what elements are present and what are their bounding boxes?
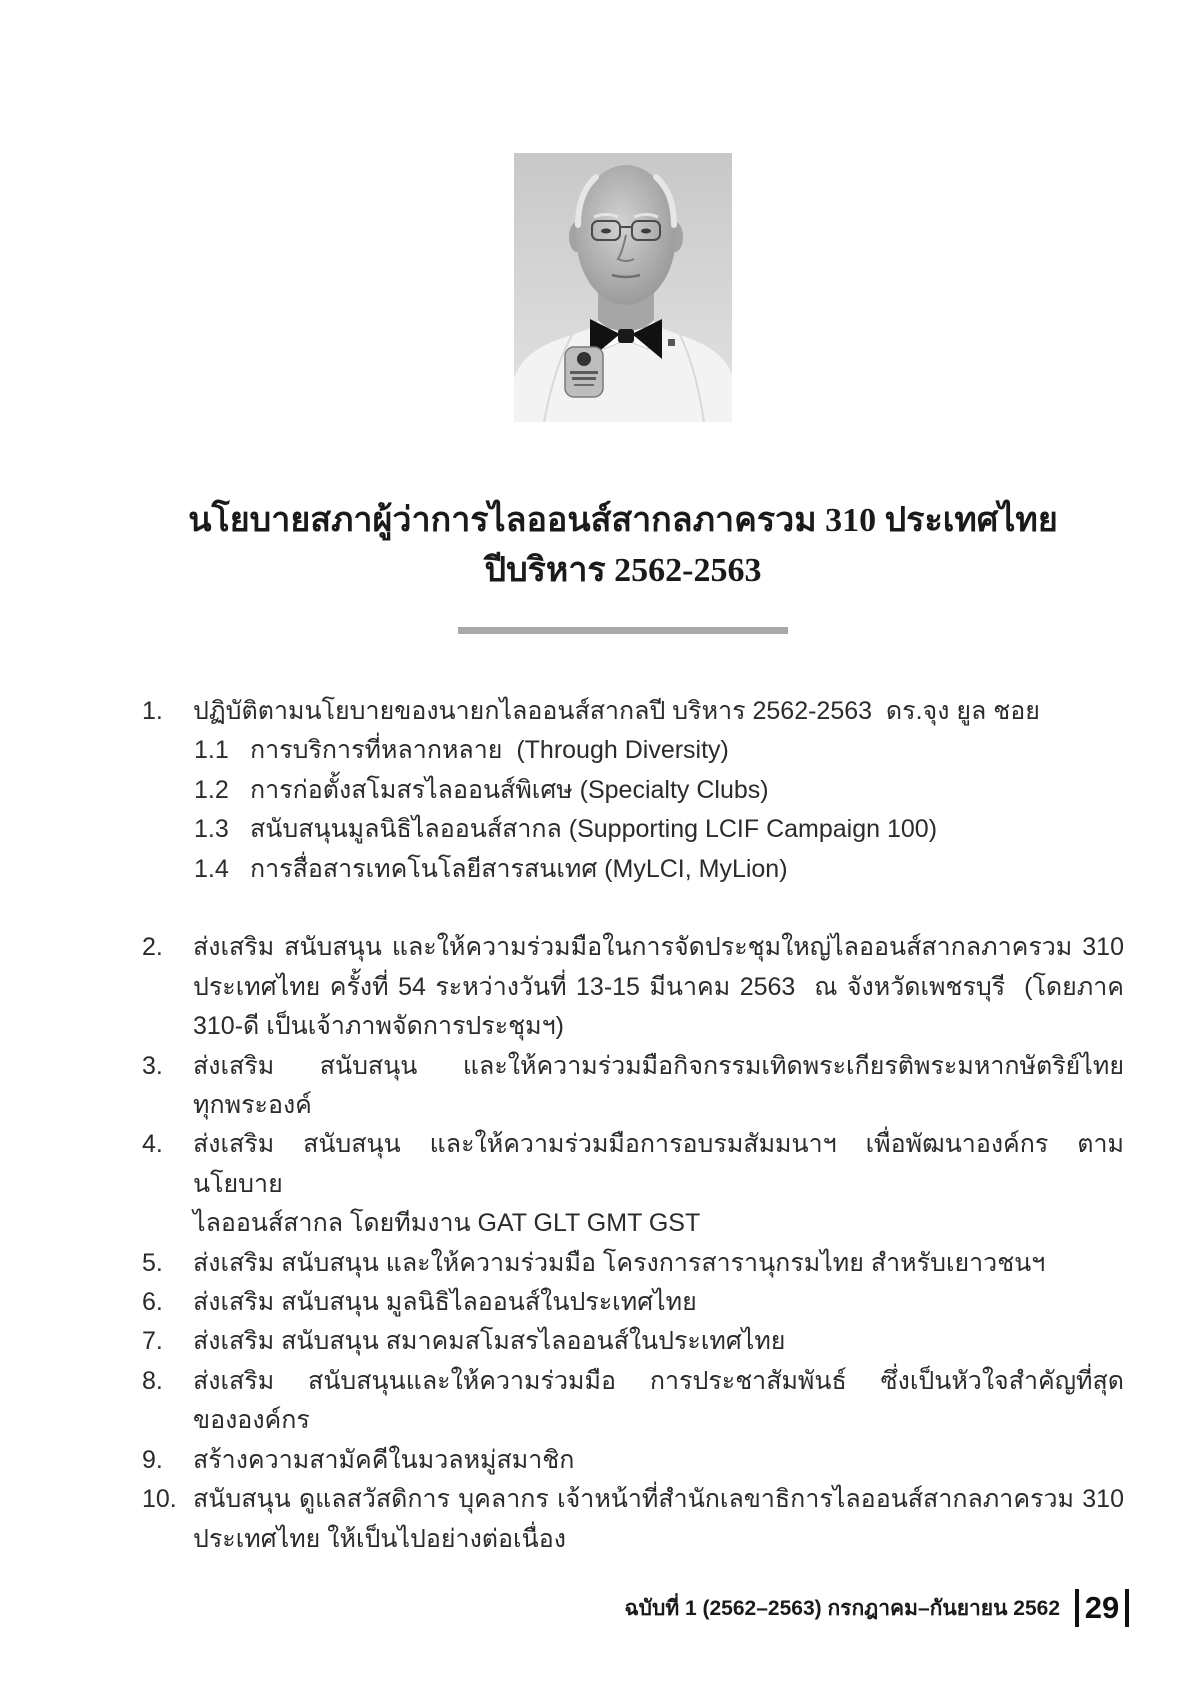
item-text-line: ส่งเสริม สนับสนุน และให้ความร่วมมือในการจัดประชุมใหญ่ไลออนส์สากลภาครวม 310 [193, 933, 1124, 962]
sub-item-number: 1.3 [194, 815, 229, 844]
item-text-line: 310-ดี เป็นเจ้าภาพจัดการประชุมฯ) [193, 1012, 564, 1041]
page-title [46, 496, 1200, 596]
title-line-1: นโยบายสภาผู้ว่าการไลออนส์สากลภาครวม 310 ประเทศไทย [188, 502, 1058, 539]
list-item [142, 928, 1124, 1046]
sub-item [194, 850, 1124, 889]
item-text-line: ส่งเสริม สนับสนุน มูลนิธิไลออนส์ในประเทศไทย [193, 1288, 697, 1317]
item-number: 4. [142, 1130, 163, 1159]
page-number: 29 [1075, 1589, 1129, 1627]
item-text: ปฏิบัติตามนโยบายของนายกไลออนส์สากลปี บริหาร 2562-2563 ดร.จุง ยูล ชอย [193, 697, 1040, 725]
sub-item-text: การก่อตั้งสโมสรไลออนส์พิเศษ (Specialty Clubs) [250, 775, 769, 804]
item-text-line: ประเทศไทย ให้เป็นไปอย่างต่อเนื่อง [193, 1524, 566, 1553]
sub-item-number: 1.4 [194, 854, 229, 883]
list-item [142, 1244, 1124, 1283]
item-number: 1. [142, 697, 163, 725]
portrait-photo [514, 153, 732, 422]
item-number: 6. [142, 1288, 163, 1317]
item-number: 5. [142, 1248, 163, 1277]
item-number: 9. [142, 1445, 163, 1474]
item-number: 7. [142, 1327, 163, 1356]
list-item [142, 692, 1124, 889]
item-text-line: สร้างความสามัคคีในมวลหมู่สมาชิก [193, 1445, 575, 1474]
list-item [142, 1362, 1124, 1441]
list-item [142, 1047, 1124, 1126]
list-item [142, 1322, 1124, 1361]
item-text-line: ส่งเสริม สนับสนุน สมาคมสโมสรไลออนส์ในประเทศไทย [193, 1327, 786, 1356]
item-text-line: ขององค์กร [193, 1406, 310, 1435]
list-item [142, 1480, 1124, 1559]
item-text-line: ประเทศไทย ครั้งที่ 54 ระหว่างวันที่ 13-15 มีนาคม 2563 ณ จังหวัดเพชรบุรี (โดยภาค [193, 972, 1124, 1001]
sub-item-text: การสื่อสารเทคโนโลยีสารสนเทศ (MyLCI, MyLion) [250, 854, 788, 883]
sub-item-number: 1.2 [194, 775, 229, 804]
policy-list [142, 692, 1124, 1559]
title-line-2: ปีบริหาร 2562-2563 [484, 552, 762, 589]
title-divider [458, 627, 788, 634]
item-number: 10. [142, 1485, 177, 1514]
item-number: 2. [142, 933, 163, 962]
sub-item-number: 1.1 [194, 736, 229, 765]
footer-issue-info: ฉบับที่ 1 (2562–2563) กรกฎาคม–กันยายน 2562 [624, 1597, 1060, 1620]
item-text-line: ส่งเสริม สนับสนุน และให้ความร่วมมือกิจกรรมเทิดพระเกียรติพระมหากษัตริย์ไทย [193, 1051, 1124, 1080]
portrait-image [514, 153, 732, 422]
item-text-line: ไลออนส์สากล โดยทีมงาน GAT GLT GMT GST [193, 1209, 701, 1238]
item-number: 3. [142, 1051, 163, 1080]
list-item [142, 1441, 1124, 1480]
item-text-line: สนับสนุน ดูแลสวัสดิการ บุคลากร เจ้าหน้าที่สำนักเลขาธิการไลออนส์สากลภาครวม 310 [193, 1485, 1124, 1514]
sub-item [194, 771, 1124, 810]
item-text-line: ทุกพระองค์ [193, 1091, 312, 1120]
item-text-line: ส่งเสริม สนับสนุน และให้ความร่วมมือการอบรมสัมมนาฯ เพื่อพัฒนาองค์กร ตามนโยบาย [193, 1130, 1124, 1198]
item-number: 8. [142, 1366, 163, 1395]
sub-item-text: การบริการที่หลากหลาย (Through Diversity) [250, 736, 729, 765]
sub-item-text: สนับสนุนมูลนิธิไลออนส์สากล (Supporting LCIF Campaign 100) [250, 815, 938, 844]
sub-item [194, 810, 1124, 849]
list-item [142, 1283, 1124, 1322]
item-text-line: ส่งเสริม สนับสนุนและให้ความร่วมมือ การประชาสัมพันธ์ ซึ่งเป็นหัวใจสำคัญที่สุด [193, 1366, 1124, 1395]
item-text-line: ส่งเสริม สนับสนุน และให้ความร่วมมือ โครงการสารานุกรมไทย สำหรับเยาวชนฯ [193, 1248, 1046, 1277]
sub-item [194, 731, 1124, 770]
list-item [142, 1125, 1124, 1243]
